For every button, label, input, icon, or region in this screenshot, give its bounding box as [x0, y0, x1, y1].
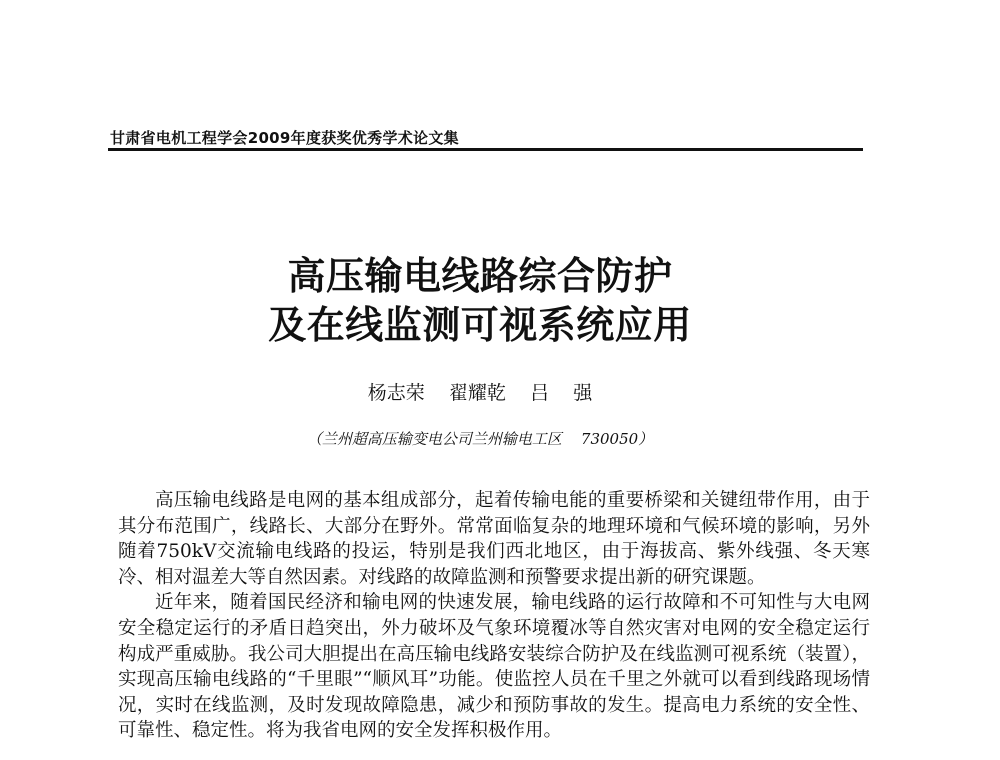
paragraph: 高压输电线路是电网的基本组成部分，起着传输电能的重要桥梁和关键纽带作用，由于其分布范围广，线路长、大部分在野外。常常面临复杂的地理环境和气候环境的影响，另外随着750kV交流输电线路的投运，特别是我们西北地区，由于海拔高、紫外线强、冬天寒冷、相对温差大等自然因素。对线路的故障监测和预警要求提出新的研究课题。 — [118, 490, 870, 588]
body-text — [118, 488, 870, 744]
paragraph: 近年来，随着国民经济和输电网的快速发展，输电线路的运行故障和不可知性与大电网安全稳定运行的矛盾日趋突出，外力破坏及气象环境覆冰等自然灾害对电网的安全稳定运行构成严重威胁。我公司大胆提出在高压输电线路安装综合防护及在线监测可视系统（装置），实现高压输电线路的“千里眼”“顺风耳”功能。使监控人员在千里之外就可以看到线路现场情况，实时在线监测，及时发现故障隐患，减少和预防事故的发生。提高电力系统的安全性、可靠性、稳定性。将为我省电网的安全发挥积极作用。 — [118, 592, 870, 742]
paper-title-line-1: 高压输电线路综合防护 — [287, 253, 673, 298]
author-list: 杨志荣 翟耀乾 吕 强 — [367, 382, 593, 404]
running-header: 甘肃省电机工程学会2009年度获奖优秀学术论文集 — [110, 129, 459, 147]
author-affiliation: （兰州超高压输变电公司兰州输电工区 730050） — [306, 430, 654, 448]
paper-title-line-2: 及在线监测可视系统应用 — [268, 302, 692, 347]
header-rule — [108, 148, 863, 151]
